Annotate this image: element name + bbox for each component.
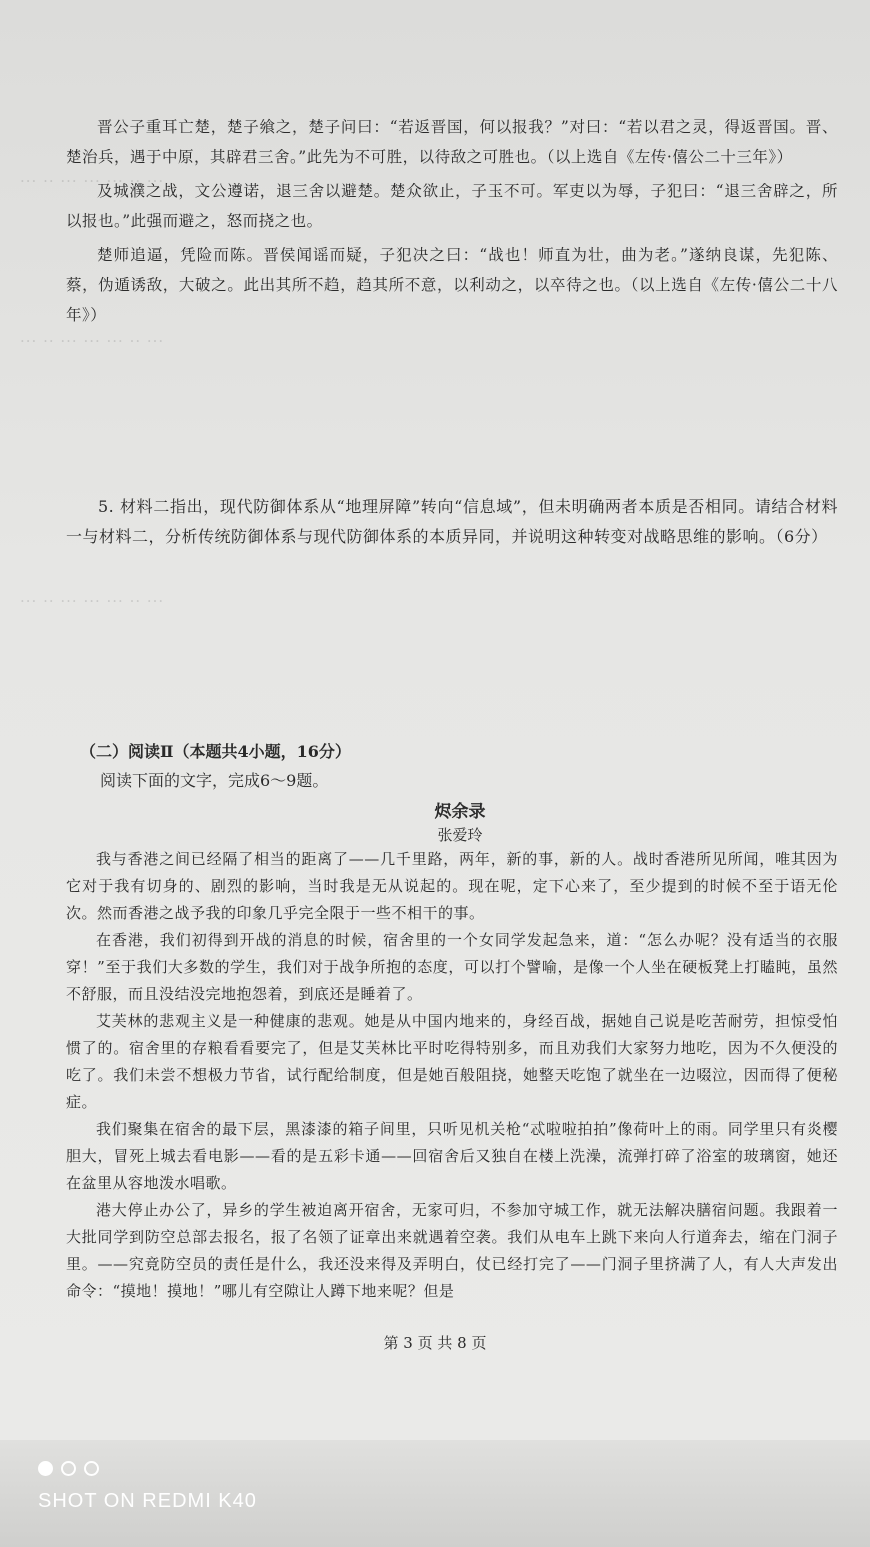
watermark-dots-icon	[38, 1461, 257, 1476]
watermark-text: SHOT ON REDMI K40	[38, 1490, 257, 1512]
section-instruction: 阅读下面的文字，完成6～9题。	[100, 771, 329, 790]
classical-passage	[66, 112, 838, 334]
essay-title: 烬余录	[434, 802, 486, 822]
essay-paragraph: 港大停止办公了，异乡的学生被迫离开宿舍，无家可归，不参加守城工作，就无法解决膳宿问题。我跟着一大批同学到防空总部去报名，报了名领了证章出来就遇着空袭。我们从电车上跳下来向人行道奔去，缩在门洞子里。——究竟防空员的责任是什么，我还没来得及弄明白，仗已经打完了——门洞子里挤满了人，有人大声发出命令：“摸地！摸地！”哪儿有空隙让人蹲下地来呢？但是	[66, 1201, 838, 1300]
bleed-through-text: ··· ·· ··· ··· ··· ·· ···	[20, 172, 165, 190]
question-5-text: 5. 材料二指出，现代防御体系从“地理屏障”转向“信息域”，但未明确两者本质是否相同。请结合材料一与材料二，分析传统防御体系与现代防御体系的本质异同，并说明这种转变对战略思维的影响。（6分）	[66, 497, 838, 546]
page-number: 第 3 页 共 8 页	[383, 1334, 487, 1352]
essay-paragraph: 我与香港之间已经隔了相当的距离了——几千里路，两年，新的事，新的人。战时香港所见所闻，唯其因为它对于我有切身的、剧烈的影响，当时我是无从说起的。现在呢，定下心来了，至少提到的时候不至于语无伦次。然而香港之战予我的印象几乎完全限于一些不相干的事。	[66, 850, 838, 922]
essay-paragraph: 我们聚集在宿舍的最下层，黑漆漆的箱子间里，只听见机关枪“忒啦啦拍拍”像荷叶上的雨。同学里只有炎樱胆大，冒死上城去看电影——看的是五彩卡通——回宿舍后又独自在楼上洗澡，流弹打碎了浴室的玻璃窗，她还在盆里从容地泼水唱歌。	[66, 1120, 838, 1192]
essay-author: 张爱玲	[437, 826, 483, 844]
essay-body	[66, 846, 838, 1305]
camera-watermark	[38, 1461, 257, 1513]
essay-paragraph: 在香港，我们初得到开战的消息的时候，宿舍里的一个女同学发起急来，道：“怎么办呢？没有适当的衣服穿！”至于我们大多数的学生，我们对于战争所抱的态度，可以打个譬喻，是像一个人坐在硬板凳上打瞌盹，虽然不舒服，而且没结没完地抱怨着，到底还是睡着了。	[66, 931, 838, 1003]
bleed-through-text: ··· ·· ··· ··· ··· ·· ···	[20, 592, 165, 610]
essay-paragraph: 艾芙林的悲观主义是一种健康的悲观。她是从中国内地来的，身经百战，据她自己说是吃苦耐劳，担惊受怕惯了的。宿舍里的存粮看看要完了，但是艾芙林比平时吃得特别多，而且劝我们大家努力地吃，因为不久便没的吃了。我们未尝不想极力节省，试行配给制度，但是她百般阻挠，她整天吃饱了就坐在一边啜泣，因而得了便秘症。	[66, 1012, 838, 1111]
question-5	[66, 492, 838, 552]
passage-paragraph: 及城濮之战，文公遵诺，退三舍以避楚。楚众欲止，子玉不可。军吏以为辱，子犯曰：“退三舍辟之，所以报也。”此强而避之，怒而挠之也。	[66, 182, 838, 230]
passage-paragraph: 晋公子重耳亡楚，楚子飨之，楚子问曰：“若返晋国，何以报我？”对曰：“若以君之灵，得返晋国。晋、楚治兵，遇于中原，其辟君三舍。”此先为不可胜，以待敌之可胜也。（以上选自《左传·僖公二十三年》）	[66, 118, 838, 166]
bleed-through-text: ··· ·· ··· ··· ··· ·· ···	[20, 332, 165, 350]
passage-paragraph: 楚师追逼，凭险而陈。晋侯闻谣而疑，子犯决之曰：“战也！师直为壮，曲为老。”遂纳良谋，先犯陈、蔡，伪遁诱敌，大破之。此出其所不趋，趋其所不意，以利动之，以卒待之也。（以上选自《左传·僖公二十八年》）	[66, 246, 838, 324]
reading-section-2	[80, 738, 840, 846]
section-heading: （二）阅读Ⅱ（本题共4小题，16分）	[80, 742, 351, 761]
